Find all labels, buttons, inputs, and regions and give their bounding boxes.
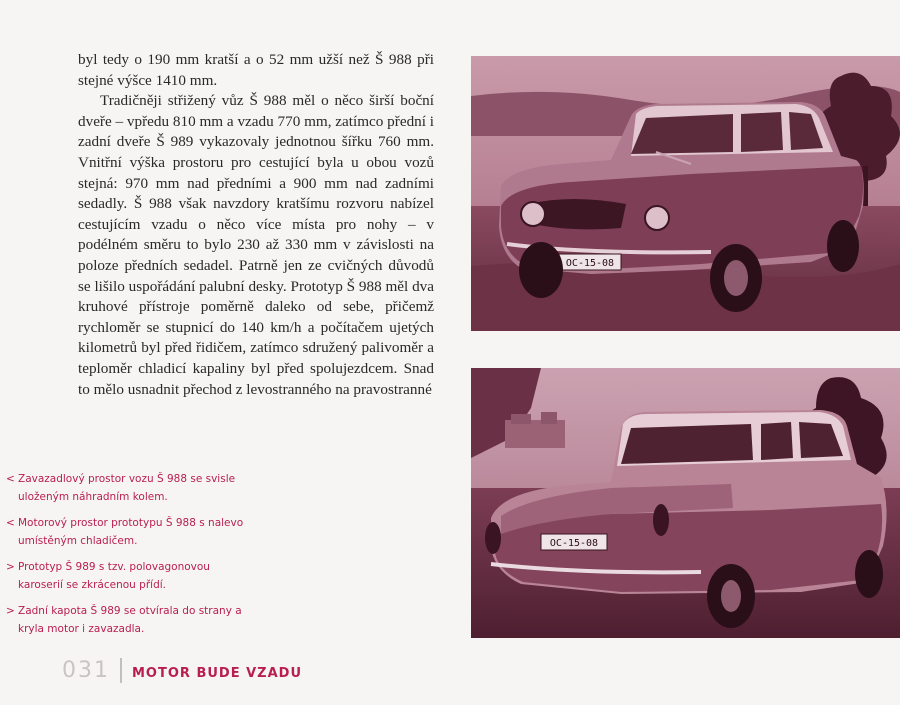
license-plate: OC-15-08 [565,258,615,269]
caption-arrow-icon: > [6,561,15,573]
page-footer [62,658,302,683]
section-title: MOTOR BUDE VZADU [132,666,303,681]
caption-arrow-icon: < [6,517,15,529]
caption-text: Motorový prostor prototypu Š 988 s nalevo umístěným chladičem. [18,517,244,547]
paragraph-2: Tradičněji střižený vůz Š 988 měl o něco širší boční dveře – vpředu 810 mm a vzadu 770 mm, zatímco přední i zadní dveře Š 989 vykazovaly jednotnou šířku 760 mm. Vnitřní výška prostoru pro cestující byla u obou vozů stejná: 970 mm nad předními a 900 mm nad zadními sedadly. Š 988 však navzdory kratšímu rozvoru nabízel cestujícím vzadu o něco více místa pro nohy – v podélném směru to bylo 230 až 330 mm v závislosti na poloze předních sedadel. Patrně jen ze cvičných důvodů se lišilo uspořádání palubní desky. Prototyp Š 988 měl dva kruhové přístroje poměrně daleko od sebe, přičemž rychloměr se stupnicí do 140 km/h a počítačem ujetých kilometrů byl před řidičem, zatímco sdružený palivoměr a teploměr chladicí kapaliny byl před spolujezdcem. Snad to mělo usnadnit přechod z levostranného na pravostranné [78,92,434,398]
caption-text: Zadní kapota Š 989 se otvírala do strany a kryla motor i zavazadla. [18,605,242,635]
body-text [78,50,434,400]
photo-rear-three-quarter [471,368,900,638]
caption-2 [6,514,246,550]
photo-captions [6,470,246,646]
license-plate: OC-15-08 [549,538,599,549]
page-number: 031 [62,658,122,683]
paragraph-1: byl tedy o 190 mm kratší a o 52 mm užší než Š 988 při stejné výšce 1410 mm. [78,51,434,89]
caption-arrow-icon: < [6,473,15,485]
caption-4 [6,602,246,638]
photo-front-three-quarter [471,56,900,331]
caption-3 [6,558,246,594]
caption-text: Zavazadlový prostor vozu Š 988 se svisle uloženým náhradním kolem. [18,473,236,503]
caption-arrow-icon: > [6,605,15,617]
caption-1 [6,470,246,506]
caption-text: Prototyp Š 989 s tzv. polovagonovou karoserií se zkrácenou přídí. [18,561,210,591]
